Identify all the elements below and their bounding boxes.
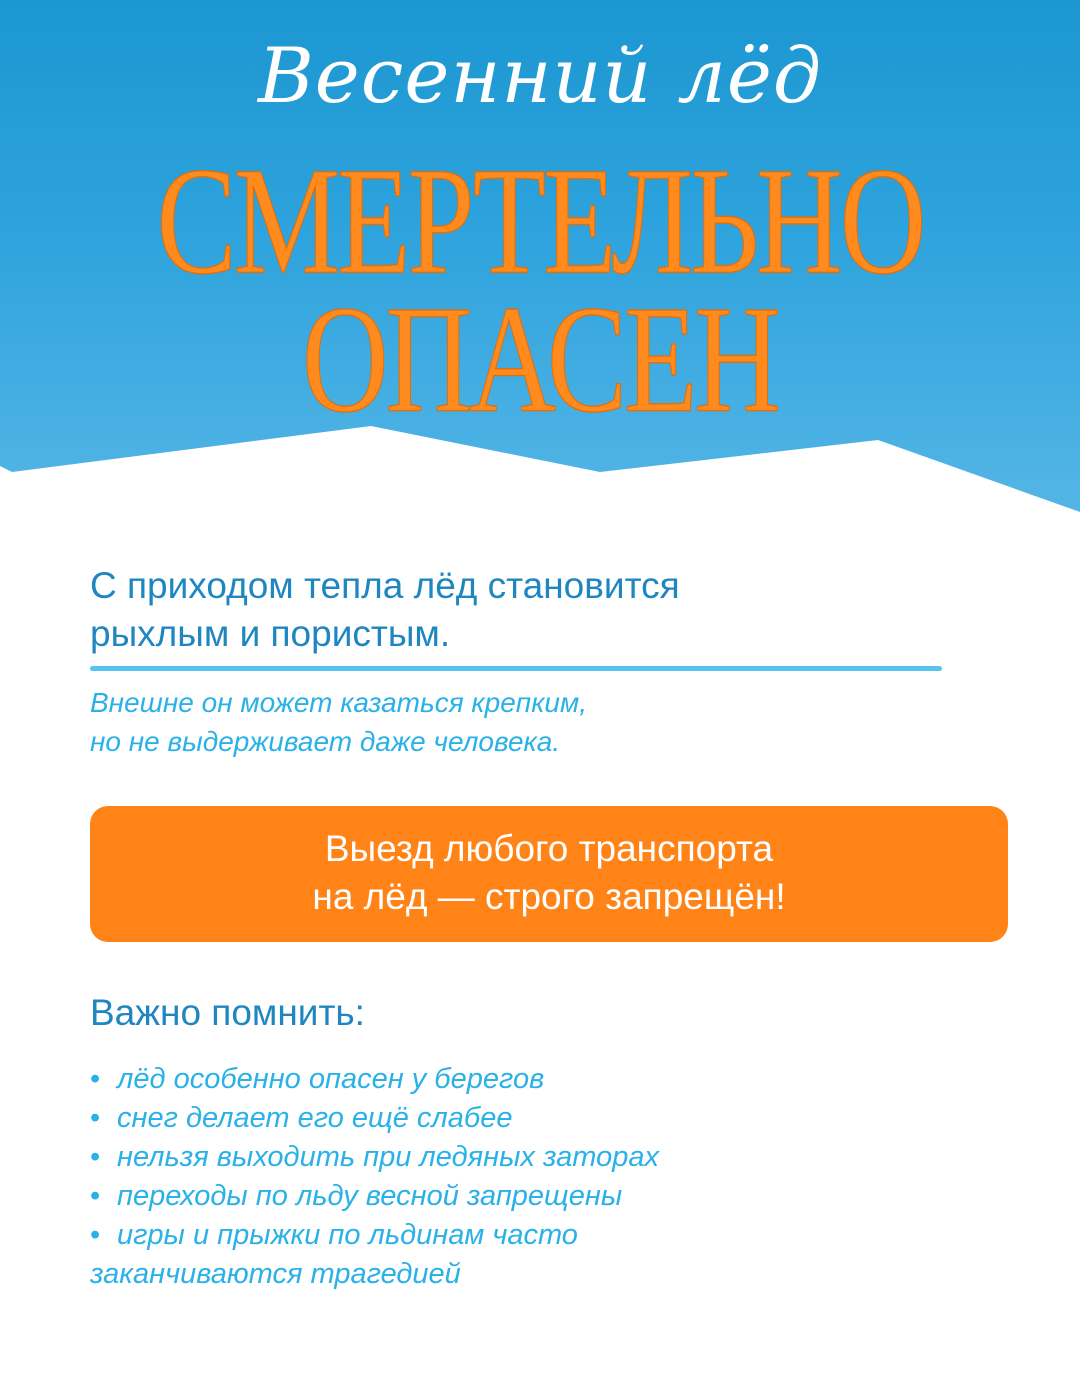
remember-item <box>90 1177 990 1216</box>
remember-item <box>90 1099 990 1138</box>
main-title-line-2: ОПАСЕН <box>301 273 778 444</box>
main-title-line-1: СМЕРТЕЛЬНО <box>156 135 924 306</box>
remember-item <box>90 1216 990 1294</box>
remember-item-text: снег делает его ещё слабее <box>117 1102 513 1134</box>
bullet-icon: • <box>90 1180 101 1212</box>
remember-list <box>90 1060 990 1294</box>
remember-item-text: игры и прыжки по льдинам часто <box>117 1219 578 1251</box>
header-banner <box>0 0 1080 520</box>
note-text <box>90 683 950 761</box>
warning-line-1: Выезд любого транспорта <box>324 828 774 869</box>
remember-item <box>90 1138 990 1177</box>
remember-item <box>90 1060 990 1099</box>
bullet-icon: • <box>90 1141 101 1173</box>
note-line-1: Внешне он может казаться крепким, <box>90 687 587 718</box>
remember-item-text: переходы по льду весной запрещены <box>117 1180 623 1212</box>
remember-item-text: лёд особенно опасен у берегов <box>117 1063 545 1095</box>
remember-heading: Важно помнить: <box>90 992 365 1033</box>
script-title: Весенний лёд <box>257 31 823 120</box>
intro-text <box>90 562 950 658</box>
divider-line <box>90 666 942 671</box>
remember-item-text: нельзя выходить при ледяных заторах <box>117 1141 659 1173</box>
warning-banner <box>90 806 1008 942</box>
remember-item-continuation: заканчиваются трагедией <box>90 1258 461 1290</box>
note-line-2: но не выдерживает даже человека. <box>90 726 561 757</box>
intro-line-1: С приходом тепла лёд становится <box>90 565 680 606</box>
bullet-icon: • <box>90 1219 101 1251</box>
main-title <box>0 135 1080 444</box>
bullet-icon: • <box>90 1102 101 1134</box>
warning-line-2: на лёд — строго запрещён! <box>312 876 786 917</box>
bullet-icon: • <box>90 1063 101 1095</box>
intro-line-2: рыхлым и пористым. <box>90 613 451 654</box>
